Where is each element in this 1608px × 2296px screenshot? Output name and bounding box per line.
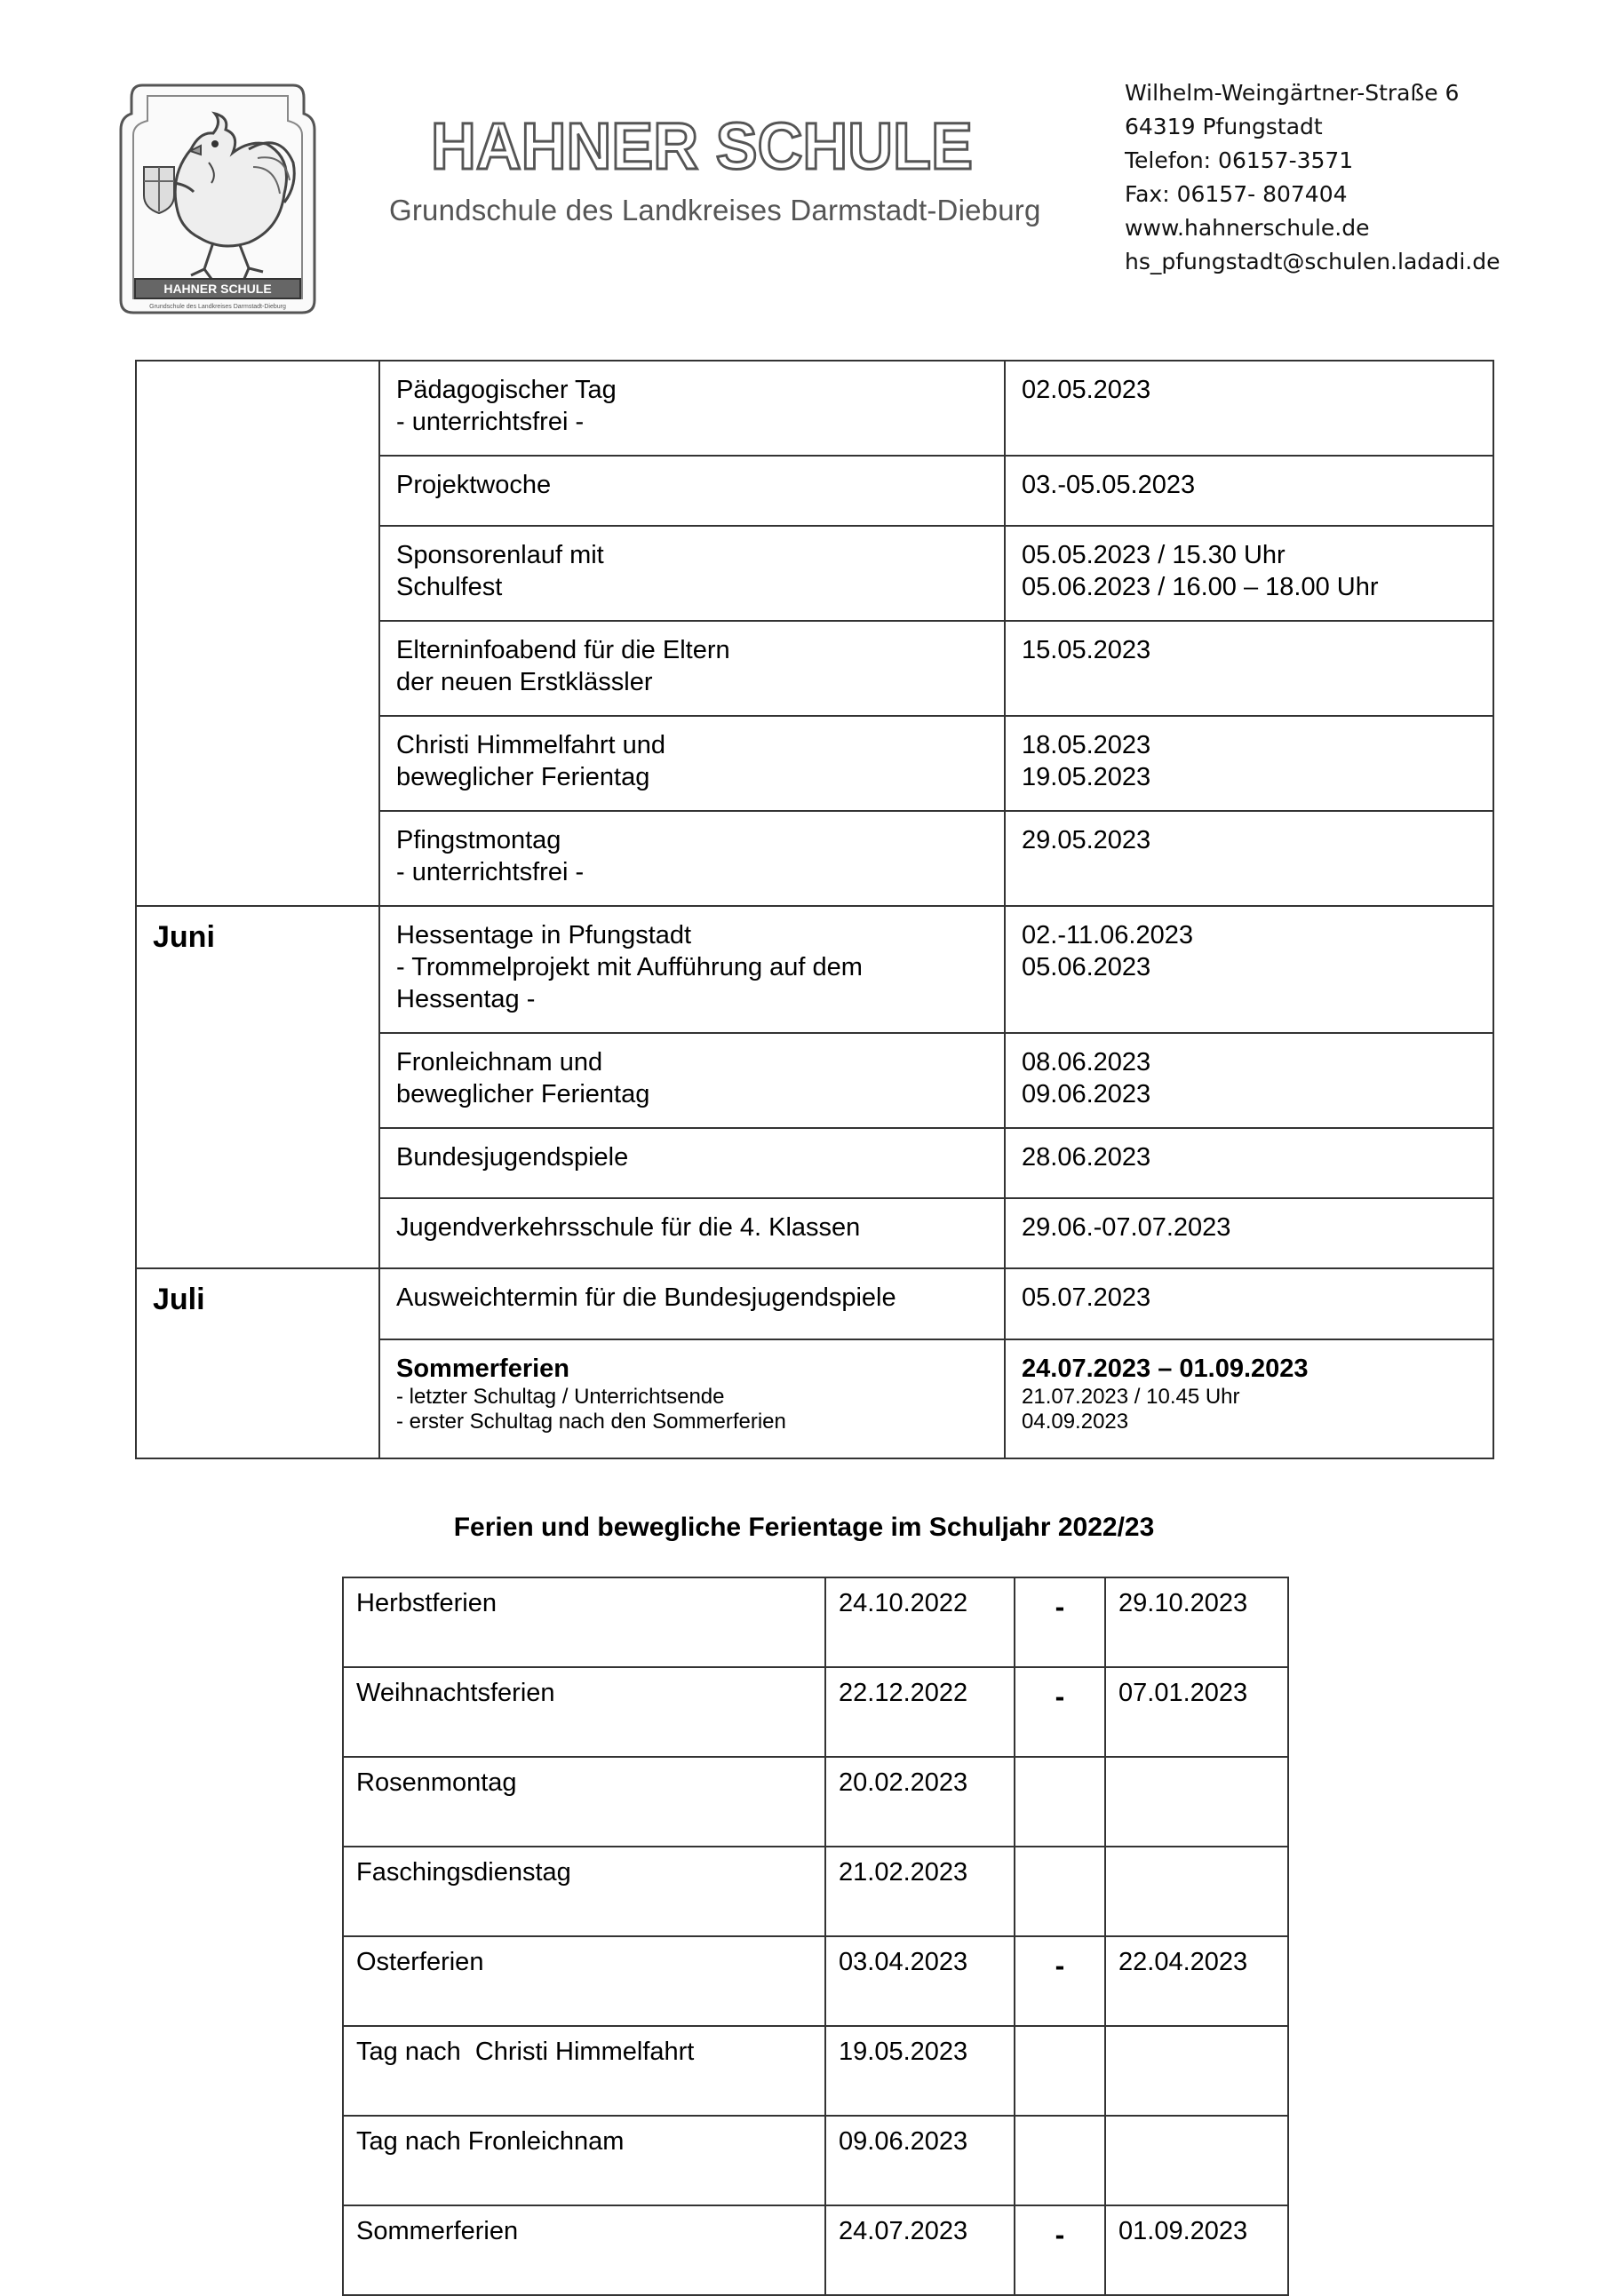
- ferien-from: 03.04.2023: [825, 1936, 1015, 2026]
- event-text: Bundesjugendspiele: [396, 1143, 629, 1172]
- logo-banner-subtitle: Grundschule des Landkreises Darmstadt-Dieburg: [149, 304, 286, 310]
- table-row: [343, 2205, 1288, 2295]
- date-text: 05.06.2023 / 16.00 – 18.00 Uhr: [1022, 573, 1379, 601]
- event-cell: [379, 811, 1005, 906]
- ferien-dash: [1015, 2026, 1105, 2116]
- date-text: 04.09.2023: [1022, 1410, 1129, 1434]
- ferien-to: [1105, 1757, 1288, 1847]
- date-cell: [1005, 1128, 1493, 1198]
- month-cell: [136, 361, 379, 906]
- logo-banner-text: HAHNER SCHULE: [163, 282, 272, 296]
- event-text: der neuen Erstklässler: [396, 668, 653, 696]
- ferien-from: 20.02.2023: [825, 1757, 1015, 1847]
- ferien-table-title: Ferien und bewegliche Ferientage im Schuljahr 2022/23: [453, 1513, 1155, 1542]
- date-cell: [1005, 716, 1493, 811]
- date-text: 28.06.2023: [1022, 1143, 1151, 1172]
- event-cell: [379, 1033, 1005, 1128]
- ferien-name: Herbstferien: [343, 1577, 825, 1667]
- date-cell: [1005, 1033, 1493, 1128]
- event-cell: [379, 1128, 1005, 1198]
- address-phone: Telefon: 06157-3571: [1125, 147, 1354, 173]
- ferien-to: 29.10.2023: [1105, 1577, 1288, 1667]
- date-text: 05.07.2023: [1022, 1283, 1151, 1312]
- month-label: Juni: [153, 920, 215, 954]
- event-text: Fronleichnam und: [396, 1048, 603, 1076]
- ferien-dash: [1015, 1847, 1105, 1936]
- date-title: 24.07.2023 – 01.09.2023: [1022, 1355, 1309, 1383]
- event-title: Sommerferien: [396, 1355, 570, 1383]
- event-text: - Trommelprojekt mit Aufführung auf dem: [396, 953, 863, 981]
- school-name-heading: [426, 107, 977, 185]
- school-subtitle: Grundschule des Landkreises Darmstadt-Dieburg: [389, 194, 1041, 226]
- event-text: - letzter Schultag / Unterrichtsende: [396, 1385, 725, 1409]
- event-text: Jugendverkehrsschule für die 4. Klassen: [396, 1213, 861, 1242]
- date-cell: [1005, 1198, 1493, 1268]
- event-cell: [379, 456, 1005, 526]
- event-text: Hessentage in Pfungstadt: [396, 921, 692, 949]
- event-text: Ausweichtermin für die Bundesjugendspiele: [396, 1283, 896, 1312]
- address-city: 64319 Pfungstadt: [1125, 114, 1323, 139]
- ferien-to: [1105, 2116, 1288, 2205]
- table-row: [343, 1757, 1288, 1847]
- event-text: Sponsorenlauf mit: [396, 541, 604, 569]
- table-row: [136, 906, 1493, 1033]
- ferien-from: 24.10.2022: [825, 1577, 1015, 1667]
- date-cell: [1005, 811, 1493, 906]
- date-text: 15.05.2023: [1022, 636, 1151, 664]
- table-row: [343, 1936, 1288, 2026]
- rooster-logo-icon: [115, 78, 320, 320]
- event-cell: [379, 906, 1005, 1033]
- ferien-table: [342, 1577, 1289, 2296]
- ferien-from: 09.06.2023: [825, 2116, 1015, 2205]
- ferien-from: 21.02.2023: [825, 1847, 1015, 1936]
- table-row: [343, 1847, 1288, 1936]
- event-text: - unterrichtsfrei -: [396, 858, 585, 886]
- event-text: Pfingstmontag: [396, 826, 561, 854]
- month-juli: [136, 1268, 379, 1458]
- event-text: Christi Himmelfahrt und: [396, 731, 665, 759]
- ferien-dash: [1015, 2116, 1105, 2205]
- address-website: www.hahnerschule.de: [1125, 215, 1370, 241]
- event-text: - unterrichtsfrei -: [396, 408, 585, 436]
- table-row: [343, 1667, 1288, 1757]
- address-fax: Fax: 06157- 807404: [1125, 181, 1348, 207]
- ferien-dash: -: [1015, 1667, 1105, 1757]
- ferien-name: Weihnachtsferien: [343, 1667, 825, 1757]
- ferien-dash: -: [1015, 1577, 1105, 1667]
- ferien-from: 19.05.2023: [825, 2026, 1015, 2116]
- school-name: HAHNER SCHULE: [431, 109, 973, 183]
- address-email: hs_pfungstadt@schulen.ladadi.de: [1125, 249, 1501, 274]
- event-cell: [379, 1339, 1005, 1458]
- address-block: [1125, 76, 1500, 279]
- event-cell: [379, 621, 1005, 716]
- date-cell: [1005, 361, 1493, 456]
- ferien-from: 22.12.2022: [825, 1667, 1015, 1757]
- event-cell: [379, 526, 1005, 621]
- table-row: [343, 2026, 1288, 2116]
- date-cell: [1005, 456, 1493, 526]
- event-cell: [379, 361, 1005, 456]
- date-cell: [1005, 1339, 1493, 1458]
- date-cell: [1005, 526, 1493, 621]
- address-street: Wilhelm-Weingärtner-Straße 6: [1125, 80, 1460, 106]
- date-text: 05.05.2023 / 15.30 Uhr: [1022, 541, 1286, 569]
- event-text: beweglicher Ferientag: [396, 1080, 650, 1108]
- ferien-from: 24.07.2023: [825, 2205, 1015, 2295]
- date-text: 19.05.2023: [1022, 763, 1151, 791]
- month-label: Juli: [153, 1283, 205, 1316]
- ferien-name: Rosenmontag: [343, 1757, 825, 1847]
- event-cell: [379, 1268, 1005, 1339]
- date-cell: [1005, 1268, 1493, 1339]
- event-cell: [379, 716, 1005, 811]
- event-text: Schulfest: [396, 573, 503, 601]
- ferien-name: Faschingsdienstag: [343, 1847, 825, 1936]
- ferien-name: Tag nach Fronleichnam: [343, 2116, 825, 2205]
- ferien-name: Osterferien: [343, 1936, 825, 2026]
- table-row: [343, 1577, 1288, 1667]
- school-logo: [115, 78, 320, 320]
- ferien-to: 22.04.2023: [1105, 1936, 1288, 2026]
- school-brand: [355, 107, 1048, 249]
- event-text: Pädagogischer Tag: [396, 376, 617, 404]
- date-text: 02.05.2023: [1022, 376, 1151, 404]
- ferien-to: [1105, 2026, 1288, 2116]
- event-text: Projektwoche: [396, 471, 552, 499]
- date-text: 18.05.2023: [1022, 731, 1151, 759]
- event-cell: [379, 1198, 1005, 1268]
- ferien-to: [1105, 1847, 1288, 1936]
- table-row: [136, 1268, 1493, 1339]
- table-row: [136, 361, 1493, 456]
- date-text: 09.06.2023: [1022, 1080, 1151, 1108]
- table-row: [343, 2116, 1288, 2205]
- school-calendar-table: [135, 360, 1494, 1459]
- date-text: 03.-05.05.2023: [1022, 471, 1196, 499]
- date-cell: [1005, 621, 1493, 716]
- date-text: 02.-11.06.2023: [1022, 921, 1193, 949]
- ferien-dash: -: [1015, 2205, 1105, 2295]
- date-cell: [1005, 906, 1493, 1033]
- date-text: 29.06.-07.07.2023: [1022, 1213, 1231, 1242]
- event-text: Elterninfoabend für die Eltern: [396, 636, 730, 664]
- ferien-dash: -: [1015, 1936, 1105, 2026]
- ferien-name: Tag nach Christi Himmelfahrt: [343, 2026, 825, 2116]
- event-text: - erster Schultag nach den Sommerferien: [396, 1410, 786, 1434]
- ferien-to: 01.09.2023: [1105, 2205, 1288, 2295]
- ferien-dash: [1015, 1757, 1105, 1847]
- date-text: 08.06.2023: [1022, 1048, 1151, 1076]
- event-text: beweglicher Ferientag: [396, 763, 650, 791]
- ferien-to: 07.01.2023: [1105, 1667, 1288, 1757]
- month-juni: [136, 906, 379, 1268]
- ferien-name: Sommerferien: [343, 2205, 825, 2295]
- date-text: 05.06.2023: [1022, 953, 1151, 981]
- date-text: 29.05.2023: [1022, 826, 1151, 854]
- date-text: 21.07.2023 / 10.45 Uhr: [1022, 1385, 1240, 1409]
- event-text: Hessentag -: [396, 985, 536, 1013]
